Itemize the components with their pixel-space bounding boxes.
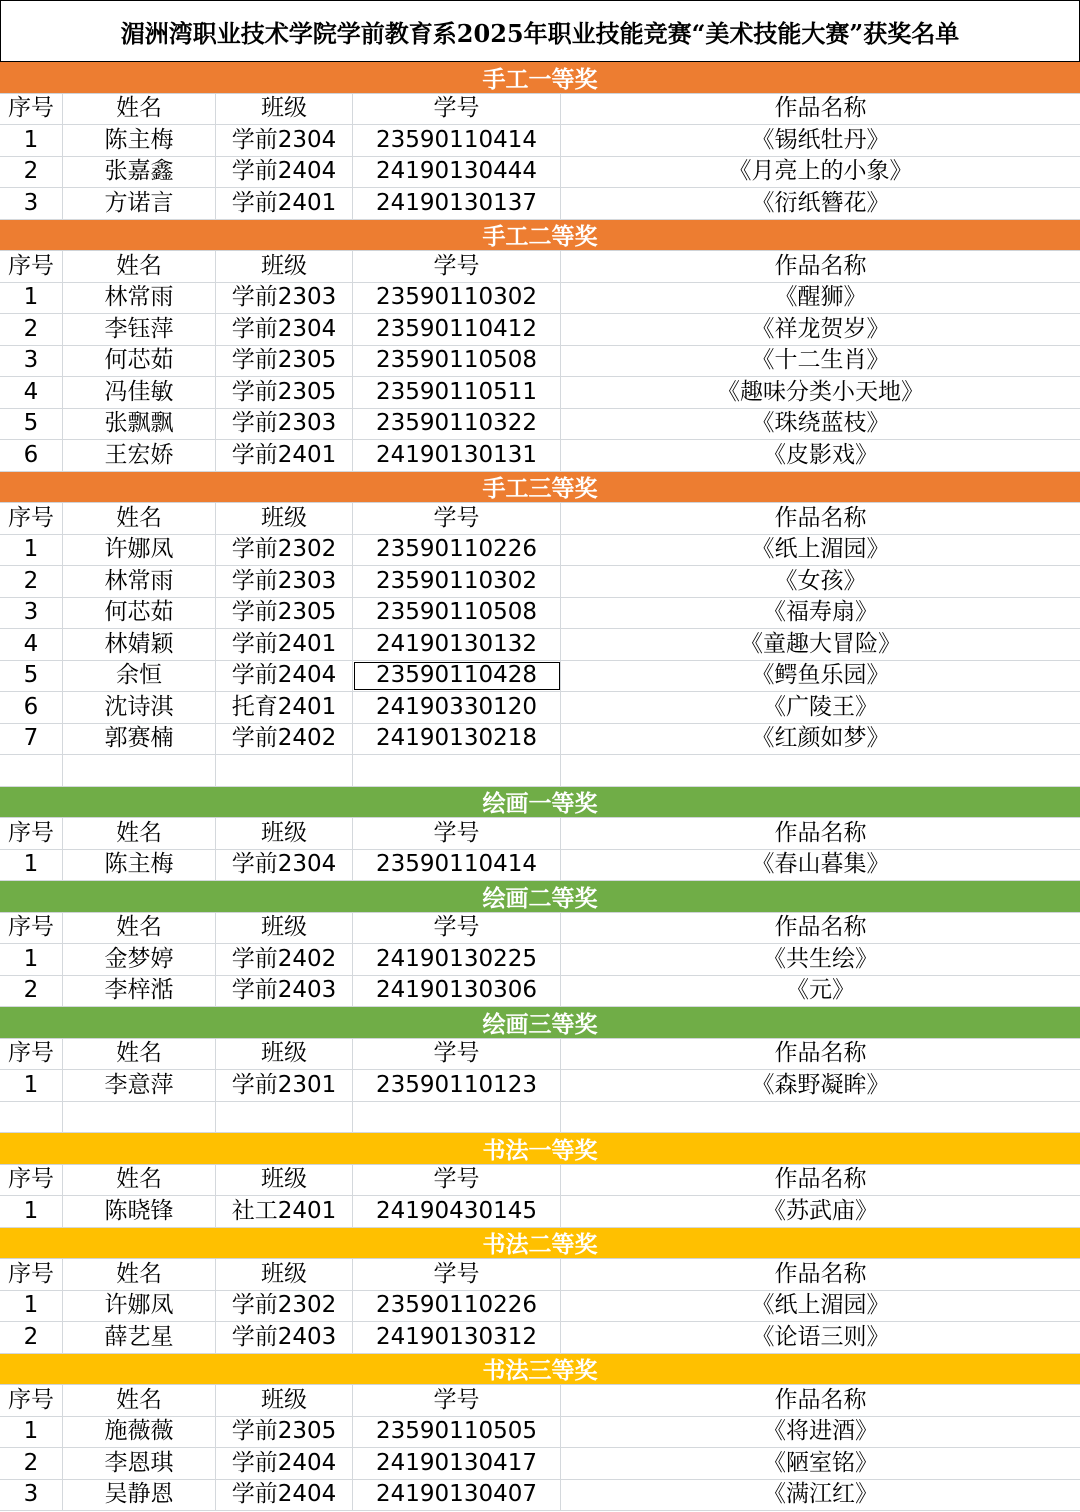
col-class-cell[interactable]: 学前2303 [216, 566, 353, 597]
col-index-header[interactable]: 序号 [0, 94, 63, 125]
col-name-cell[interactable]: 冯佳敏 [63, 377, 216, 408]
col-class-header[interactable]: 班级 [216, 1385, 353, 1416]
col-class-header[interactable]: 班级 [216, 1165, 353, 1196]
col-index-cell[interactable]: 4 [0, 629, 63, 660]
col-student-id-cell[interactable]: 23590110428 [353, 661, 561, 692]
empty-cell[interactable] [353, 755, 561, 786]
award-section-header[interactable]: 手工二等奖 [0, 220, 1080, 252]
col-work-title-header[interactable]: 作品名称 [774, 252, 867, 279]
col-student-id-cell[interactable]: 23590110302 [353, 566, 561, 597]
col-student-id-cell[interactable]: 23590110123 [353, 1070, 561, 1101]
empty-cell[interactable] [561, 755, 1080, 786]
empty-cell[interactable] [0, 1102, 63, 1133]
table-row [0, 598, 1080, 630]
table-row [0, 944, 1080, 976]
table-row [0, 566, 1080, 598]
table-row [0, 535, 1080, 567]
col-name-header[interactable]: 姓名 [63, 1259, 216, 1290]
col-class-cell[interactable]: 学前2302 [216, 1291, 353, 1322]
col-name-header[interactable]: 姓名 [63, 503, 216, 534]
blank-row[interactable] [0, 755, 1080, 787]
column-header-row [0, 1385, 1080, 1417]
col-class-cell[interactable]: 学前2404 [216, 661, 353, 692]
col-work-title-cell[interactable]: 《红颜如梦》 [751, 725, 890, 752]
col-class-header[interactable]: 班级 [216, 503, 353, 534]
col-class-cell[interactable]: 学前2304 [216, 850, 353, 881]
col-work-title-cell[interactable]: 《趣味分类小天地》 [717, 378, 924, 405]
col-name-cell[interactable]: 何芯茹 [63, 346, 216, 377]
award-section-header[interactable]: 书法一等奖 [0, 1133, 1080, 1165]
col-work-title-cell[interactable]: 《陋室铭》 [763, 1449, 878, 1476]
table-row [0, 346, 1080, 378]
col-name-cell[interactable]: 林常雨 [63, 566, 216, 597]
table-row [0, 692, 1080, 724]
col-name-cell[interactable]: 何芯茹 [63, 598, 216, 629]
col-index-header[interactable]: 序号 [0, 251, 63, 282]
col-index-header[interactable]: 序号 [0, 1385, 63, 1416]
col-name-cell[interactable]: 金梦婷 [63, 944, 216, 975]
col-student-id-cell[interactable]: 23590110511 [353, 377, 561, 408]
col-class-cell[interactable]: 学前2404 [216, 157, 353, 188]
col-student-id-cell[interactable]: 24190130312 [353, 1322, 561, 1353]
col-class-header[interactable]: 班级 [216, 913, 353, 944]
col-work-title-cell[interactable]: 《论语三则》 [751, 1323, 890, 1350]
col-work-title-cell[interactable]: 《醒狮》 [774, 284, 867, 311]
col-name-cell[interactable]: 吴静恩 [63, 1480, 216, 1511]
col-work-title-cell[interactable]: 《珠绕蓝枝》 [751, 410, 890, 437]
col-index-header[interactable]: 序号 [0, 503, 63, 534]
col-name-cell[interactable]: 李恩琪 [63, 1448, 216, 1479]
col-index-cell[interactable]: 2 [0, 566, 63, 597]
col-work-title-cell[interactable]: 《福寿扇》 [763, 599, 878, 626]
col-name-cell[interactable]: 郭赛楠 [63, 724, 216, 755]
table-row [0, 1291, 1080, 1323]
award-section-header[interactable]: 绘画三等奖 [0, 1007, 1080, 1039]
col-class-header[interactable]: 班级 [216, 1039, 353, 1070]
col-name-cell[interactable]: 许娜凤 [63, 1291, 216, 1322]
col-work-title-cell[interactable]: 《锡纸牡丹》 [751, 126, 890, 153]
col-name-header[interactable]: 姓名 [63, 913, 216, 944]
column-header-row [0, 1259, 1080, 1291]
col-name-cell[interactable]: 薛艺星 [63, 1322, 216, 1353]
col-class-cell[interactable]: 托育2401 [216, 692, 353, 723]
table-row [0, 1070, 1080, 1102]
col-student-id-cell[interactable]: 23590110322 [353, 409, 561, 440]
col-index-cell[interactable]: 5 [0, 661, 63, 692]
col-class-cell[interactable]: 学前2304 [216, 314, 353, 345]
column-header-row [0, 94, 1080, 126]
col-index-cell[interactable]: 4 [0, 377, 63, 408]
col-student-id-cell[interactable]: 24190130131 [353, 440, 561, 471]
award-section-header[interactable]: 书法三等奖 [0, 1354, 1080, 1386]
table-row [0, 850, 1080, 882]
col-index-cell[interactable]: 1 [0, 1196, 63, 1227]
col-student-id-cell[interactable]: 23590110414 [353, 125, 561, 156]
col-index-cell[interactable]: 6 [0, 440, 63, 471]
table-row [0, 1448, 1080, 1480]
col-student-id-cell[interactable]: 24190130444 [353, 157, 561, 188]
blank-row[interactable] [0, 1102, 1080, 1134]
col-index-cell[interactable]: 3 [0, 188, 63, 219]
col-index-cell[interactable]: 3 [0, 1480, 63, 1511]
col-name-cell[interactable]: 余恒 [63, 661, 216, 692]
col-student-id-cell[interactable]: 23590110302 [353, 283, 561, 314]
empty-cell[interactable] [216, 755, 353, 786]
column-header-row [0, 913, 1080, 945]
award-section-header[interactable]: 手工一等奖 [0, 62, 1080, 94]
table-row [0, 661, 1080, 693]
col-student-id-header[interactable]: 学号 [353, 1039, 561, 1070]
col-class-cell[interactable]: 学前2301 [216, 1070, 353, 1101]
document-title[interactable]: 湄洲湾职业技术学院学前教育系2025年职业技能竞赛“美术技能大赛”获奖名单 [0, 0, 1080, 62]
col-work-title-cell[interactable]: 《童趣大冒险》 [740, 630, 901, 657]
column-header-row [0, 251, 1080, 283]
col-work-title-cell[interactable]: 《月亮上的小象》 [728, 158, 913, 185]
col-student-id-cell[interactable]: 24190130218 [353, 724, 561, 755]
table-row [0, 976, 1080, 1008]
col-work-title-cell[interactable]: 《森野凝眸》 [751, 1071, 890, 1098]
col-class-cell[interactable]: 学前2404 [216, 1480, 353, 1511]
col-work-title-cell[interactable]: 《衍纸簪花》 [751, 189, 890, 216]
col-name-header[interactable]: 姓名 [63, 1385, 216, 1416]
col-index-cell[interactable]: 5 [0, 409, 63, 440]
col-name-cell[interactable]: 陈主梅 [63, 850, 216, 881]
col-student-id-cell[interactable]: 24190130407 [353, 1480, 561, 1511]
col-student-id-cell[interactable]: 24190130132 [353, 629, 561, 660]
col-work-title-header[interactable]: 作品名称 [774, 914, 867, 941]
award-section-header[interactable]: 书法二等奖 [0, 1228, 1080, 1260]
col-student-id-cell[interactable]: 24190130306 [353, 976, 561, 1007]
col-student-id-header[interactable]: 学号 [353, 818, 561, 849]
col-index-cell[interactable]: 3 [0, 346, 63, 377]
col-name-cell[interactable]: 王宏娇 [63, 440, 216, 471]
col-student-id-cell[interactable]: 23590110226 [353, 1291, 561, 1322]
col-student-id-header[interactable]: 学号 [353, 1385, 561, 1416]
column-header-row [0, 1165, 1080, 1197]
col-index-cell[interactable]: 3 [0, 598, 63, 629]
col-class-cell[interactable]: 学前2402 [216, 724, 353, 755]
col-work-title-header[interactable]: 作品名称 [774, 1040, 867, 1067]
empty-cell[interactable] [561, 1102, 1080, 1133]
col-class-cell[interactable]: 学前2302 [216, 535, 353, 566]
col-class-cell[interactable]: 学前2403 [216, 976, 353, 1007]
col-student-id-cell[interactable]: 23590110505 [353, 1417, 561, 1448]
col-name-header[interactable]: 姓名 [63, 94, 216, 125]
award-section-header[interactable]: 绘画二等奖 [0, 881, 1080, 913]
col-work-title-cell[interactable]: 《共生绘》 [763, 945, 878, 972]
col-class-cell[interactable]: 学前2303 [216, 283, 353, 314]
col-index-header[interactable]: 序号 [0, 913, 63, 944]
col-work-title-cell[interactable]: 《将进酒》 [763, 1418, 878, 1445]
table-row [0, 1196, 1080, 1228]
col-work-title-cell[interactable]: 《广陵王》 [763, 693, 878, 720]
col-index-cell[interactable]: 2 [0, 976, 63, 1007]
col-student-id-cell[interactable]: 23590110414 [353, 850, 561, 881]
col-work-title-cell[interactable]: 《满江红》 [763, 1481, 878, 1508]
table-row [0, 409, 1080, 441]
empty-cell[interactable] [63, 1102, 216, 1133]
col-name-cell[interactable]: 张飘飘 [63, 409, 216, 440]
col-name-cell[interactable]: 李钰萍 [63, 314, 216, 345]
col-index-cell[interactable]: 1 [0, 944, 63, 975]
table-row [0, 157, 1080, 189]
column-header-row [0, 1039, 1080, 1071]
empty-cell[interactable] [216, 1102, 353, 1133]
col-work-title-cell[interactable]: 《苏武庙》 [763, 1197, 878, 1224]
col-index-cell[interactable]: 1 [0, 1070, 63, 1101]
column-header-row [0, 818, 1080, 850]
col-student-id-header[interactable]: 学号 [353, 503, 561, 534]
table-row [0, 125, 1080, 157]
award-sections [0, 62, 1080, 1511]
col-class-cell[interactable]: 学前2305 [216, 346, 353, 377]
col-index-header[interactable]: 序号 [0, 1259, 63, 1290]
col-name-cell[interactable]: 陈晓锋 [63, 1196, 216, 1227]
col-student-id-header[interactable]: 学号 [353, 94, 561, 125]
col-work-title-header[interactable]: 作品名称 [774, 1260, 867, 1287]
col-work-title-header[interactable]: 作品名称 [774, 95, 867, 122]
empty-cell[interactable] [63, 755, 216, 786]
col-class-header[interactable]: 班级 [216, 818, 353, 849]
col-index-cell[interactable]: 2 [0, 314, 63, 345]
col-index-cell[interactable]: 1 [0, 283, 63, 314]
empty-cell[interactable] [353, 1102, 561, 1133]
col-student-id-cell[interactable]: 23590110226 [353, 535, 561, 566]
col-student-id-cell[interactable]: 23590110508 [353, 598, 561, 629]
table-row [0, 1480, 1080, 1512]
col-class-cell[interactable]: 学前2404 [216, 1448, 353, 1479]
col-work-title-cell[interactable]: 《十二生肖》 [751, 347, 890, 374]
col-name-header[interactable]: 姓名 [63, 1165, 216, 1196]
table-row [0, 440, 1080, 472]
col-work-title-header[interactable]: 作品名称 [774, 504, 867, 531]
col-index-cell[interactable]: 2 [0, 1448, 63, 1479]
col-work-title-cell[interactable]: 《祥龙贺岁》 [751, 315, 890, 342]
award-section-header[interactable]: 手工三等奖 [0, 472, 1080, 504]
col-class-header[interactable]: 班级 [216, 1259, 353, 1290]
col-class-cell[interactable]: 学前2403 [216, 1322, 353, 1353]
table-row [0, 188, 1080, 220]
table-row [0, 629, 1080, 661]
col-student-id-header[interactable]: 学号 [353, 1165, 561, 1196]
col-name-cell[interactable]: 李意萍 [63, 1070, 216, 1101]
col-name-header[interactable]: 姓名 [63, 818, 216, 849]
col-name-cell[interactable]: 李梓湉 [63, 976, 216, 1007]
col-class-cell[interactable]: 学前2304 [216, 125, 353, 156]
col-class-cell[interactable]: 学前2305 [216, 598, 353, 629]
col-name-cell[interactable]: 林婧颖 [63, 629, 216, 660]
col-class-cell[interactable]: 社工2401 [216, 1196, 353, 1227]
col-work-title-cell[interactable]: 《鳄鱼乐园》 [751, 662, 890, 689]
col-class-cell[interactable]: 学前2401 [216, 188, 353, 219]
award-section-header[interactable]: 绘画一等奖 [0, 787, 1080, 819]
col-student-id-cell[interactable]: 23590110412 [353, 314, 561, 345]
col-work-title-cell[interactable]: 《元》 [786, 977, 855, 1004]
table-row [0, 377, 1080, 409]
col-index-header[interactable]: 序号 [0, 818, 63, 849]
col-student-id-header[interactable]: 学号 [353, 251, 561, 282]
col-class-header[interactable]: 班级 [216, 94, 353, 125]
col-class-cell[interactable]: 学前2401 [216, 629, 353, 660]
col-student-id-cell[interactable]: 24190130225 [353, 944, 561, 975]
col-index-header[interactable]: 序号 [0, 1039, 63, 1070]
col-name-cell[interactable]: 张嘉鑫 [63, 157, 216, 188]
col-index-cell[interactable]: 1 [0, 125, 63, 156]
col-name-cell[interactable]: 施薇薇 [63, 1417, 216, 1448]
col-index-cell[interactable]: 1 [0, 1417, 63, 1448]
col-index-cell[interactable]: 1 [0, 850, 63, 881]
col-name-header[interactable]: 姓名 [63, 1039, 216, 1070]
col-student-id-cell[interactable]: 24190130417 [353, 1448, 561, 1479]
col-work-title-cell[interactable]: 《纸上湄园》 [751, 1292, 890, 1319]
col-student-id-cell[interactable]: 23590110508 [353, 346, 561, 377]
col-index-cell[interactable]: 1 [0, 535, 63, 566]
col-class-cell[interactable]: 学前2303 [216, 409, 353, 440]
col-name-cell[interactable]: 陈主梅 [63, 125, 216, 156]
table-row [0, 283, 1080, 315]
col-work-title-cell[interactable]: 《女孩》 [774, 567, 867, 594]
col-index-header[interactable]: 序号 [0, 1165, 63, 1196]
col-index-cell[interactable]: 6 [0, 692, 63, 723]
col-work-title-cell[interactable]: 《皮影戏》 [763, 441, 878, 468]
table-row [0, 724, 1080, 756]
col-work-title-cell[interactable]: 《春山暮集》 [751, 851, 890, 878]
empty-cell[interactable] [0, 755, 63, 786]
col-index-cell[interactable]: 7 [0, 724, 63, 755]
col-work-title-cell[interactable]: 《纸上湄园》 [751, 536, 890, 563]
col-class-cell[interactable]: 学前2305 [216, 377, 353, 408]
col-name-cell[interactable]: 林常雨 [63, 283, 216, 314]
table-row [0, 314, 1080, 346]
col-work-title-header[interactable]: 作品名称 [774, 1386, 867, 1413]
column-header-row [0, 503, 1080, 535]
col-index-cell[interactable]: 1 [0, 1291, 63, 1322]
col-student-id-cell[interactable]: 24190430145 [353, 1196, 561, 1227]
table-row [0, 1322, 1080, 1354]
col-class-cell[interactable]: 学前2401 [216, 440, 353, 471]
col-name-header[interactable]: 姓名 [63, 251, 216, 282]
col-student-id-cell[interactable]: 24190330120 [353, 692, 561, 723]
col-class-cell[interactable]: 学前2305 [216, 1417, 353, 1448]
col-work-title-header[interactable]: 作品名称 [774, 819, 867, 846]
col-class-cell[interactable]: 学前2402 [216, 944, 353, 975]
col-name-cell[interactable]: 沈诗淇 [63, 692, 216, 723]
col-student-id-header[interactable]: 学号 [353, 1259, 561, 1290]
col-student-id-cell[interactable]: 24190130137 [353, 188, 561, 219]
col-name-cell[interactable]: 许娜凤 [63, 535, 216, 566]
col-work-title-header[interactable]: 作品名称 [774, 1166, 867, 1193]
col-name-cell[interactable]: 方诺言 [63, 188, 216, 219]
table-row [0, 1417, 1080, 1449]
col-student-id-header[interactable]: 学号 [353, 913, 561, 944]
col-index-cell[interactable]: 2 [0, 1322, 63, 1353]
col-index-cell[interactable]: 2 [0, 157, 63, 188]
col-class-header[interactable]: 班级 [216, 251, 353, 282]
